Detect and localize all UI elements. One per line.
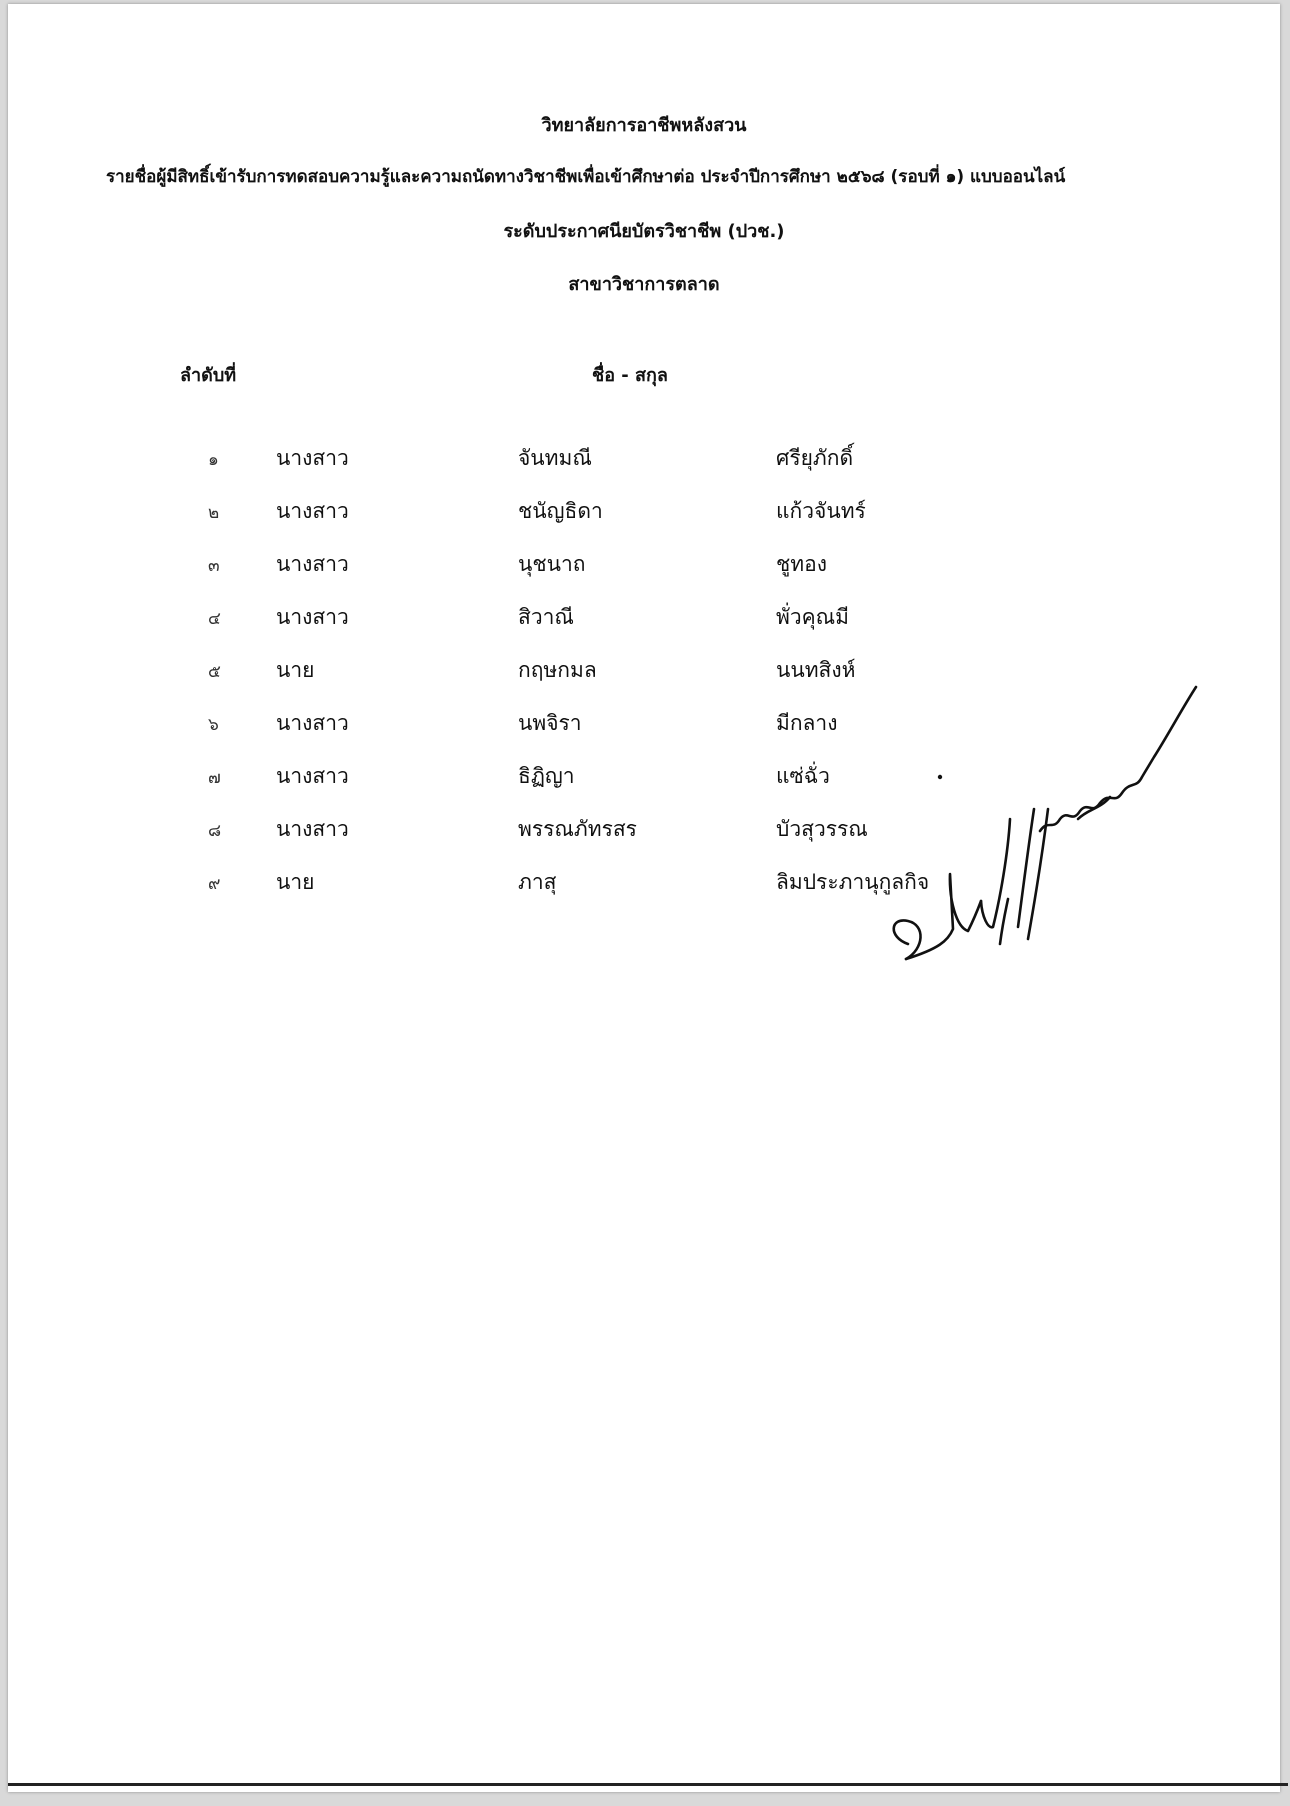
row-first-name: ชนัญธิดา — [518, 499, 603, 523]
signature-icon — [878, 659, 1218, 999]
row-first-name: สิวาณี — [518, 605, 574, 629]
row-prefix: นางสาว — [276, 764, 349, 788]
row-number: ๙ — [208, 874, 221, 894]
row-first-name: จันทมณี — [518, 446, 592, 470]
document-title: รายชื่อผู้มีสิทธิ์เข้ารับการทดสอบความรู้และความถนัดทางวิชาชีพเพื่อเข้าศึกษาต่อ ประจำปีการศึกษา ๒๕๖๘ (รอบที่ ๑) แบบออนไลน์ — [106, 167, 1066, 187]
row-last-name: นนทสิงห์ — [776, 658, 856, 682]
row-first-name: กฤษกมล — [518, 658, 597, 682]
row-number: ๔ — [208, 609, 221, 629]
row-last-name: แซ่ฉั่ว — [776, 764, 830, 788]
row-number: ๑ — [208, 450, 219, 470]
row-prefix: นางสาว — [276, 605, 349, 629]
row-first-name: นุชนาถ — [518, 552, 586, 576]
row-last-name: ศรียุภักดิ์ — [776, 446, 854, 470]
row-number: ๒ — [208, 503, 220, 523]
row-last-name: บัวสุวรรณ — [776, 817, 868, 841]
column-header-order: ลำดับที่ — [180, 365, 237, 386]
row-first-name: พรรณภัทรสร — [518, 817, 637, 841]
row-prefix: นาย — [276, 658, 315, 682]
row-prefix: นางสาว — [276, 817, 349, 841]
row-first-name: ภาสุ — [518, 870, 557, 894]
table-row — [8, 548, 1280, 588]
row-last-name: แก้วจันทร์ — [776, 499, 866, 523]
row-last-name: ชูทอง — [776, 552, 827, 576]
table-row — [8, 601, 1280, 641]
row-last-name: พั่วคุณมี — [776, 605, 850, 629]
row-number: ๖ — [208, 715, 219, 735]
row-last-name: มีกลาง — [776, 711, 838, 735]
document-page — [8, 4, 1280, 1792]
row-number: ๗ — [208, 768, 221, 788]
row-last-name: ลิมประภานุกูลกิจ — [776, 870, 930, 894]
table-row — [8, 495, 1280, 535]
row-prefix: นางสาว — [276, 446, 349, 470]
row-number: ๓ — [208, 556, 220, 576]
major-name: สาขาวิชาการตลาด — [568, 274, 720, 295]
education-level: ระดับประกาศนียบัตรวิชาชีพ (ปวช.) — [503, 221, 785, 242]
row-prefix: นาย — [276, 870, 315, 894]
row-first-name: ธิฏิญา — [518, 764, 575, 788]
row-prefix: นางสาว — [276, 711, 349, 735]
page-bottom-border — [8, 1783, 1288, 1786]
row-prefix: นางสาว — [276, 552, 349, 576]
row-first-name: นพจิรา — [518, 711, 582, 735]
row-prefix: นางสาว — [276, 499, 349, 523]
college-name: วิทยาลัยการอาชีพหลังสวน — [541, 115, 747, 136]
table-row — [8, 442, 1280, 482]
row-number: ๕ — [208, 662, 221, 682]
row-number: ๘ — [208, 821, 222, 841]
column-header-name: ชื่อ - สกุล — [592, 365, 668, 386]
